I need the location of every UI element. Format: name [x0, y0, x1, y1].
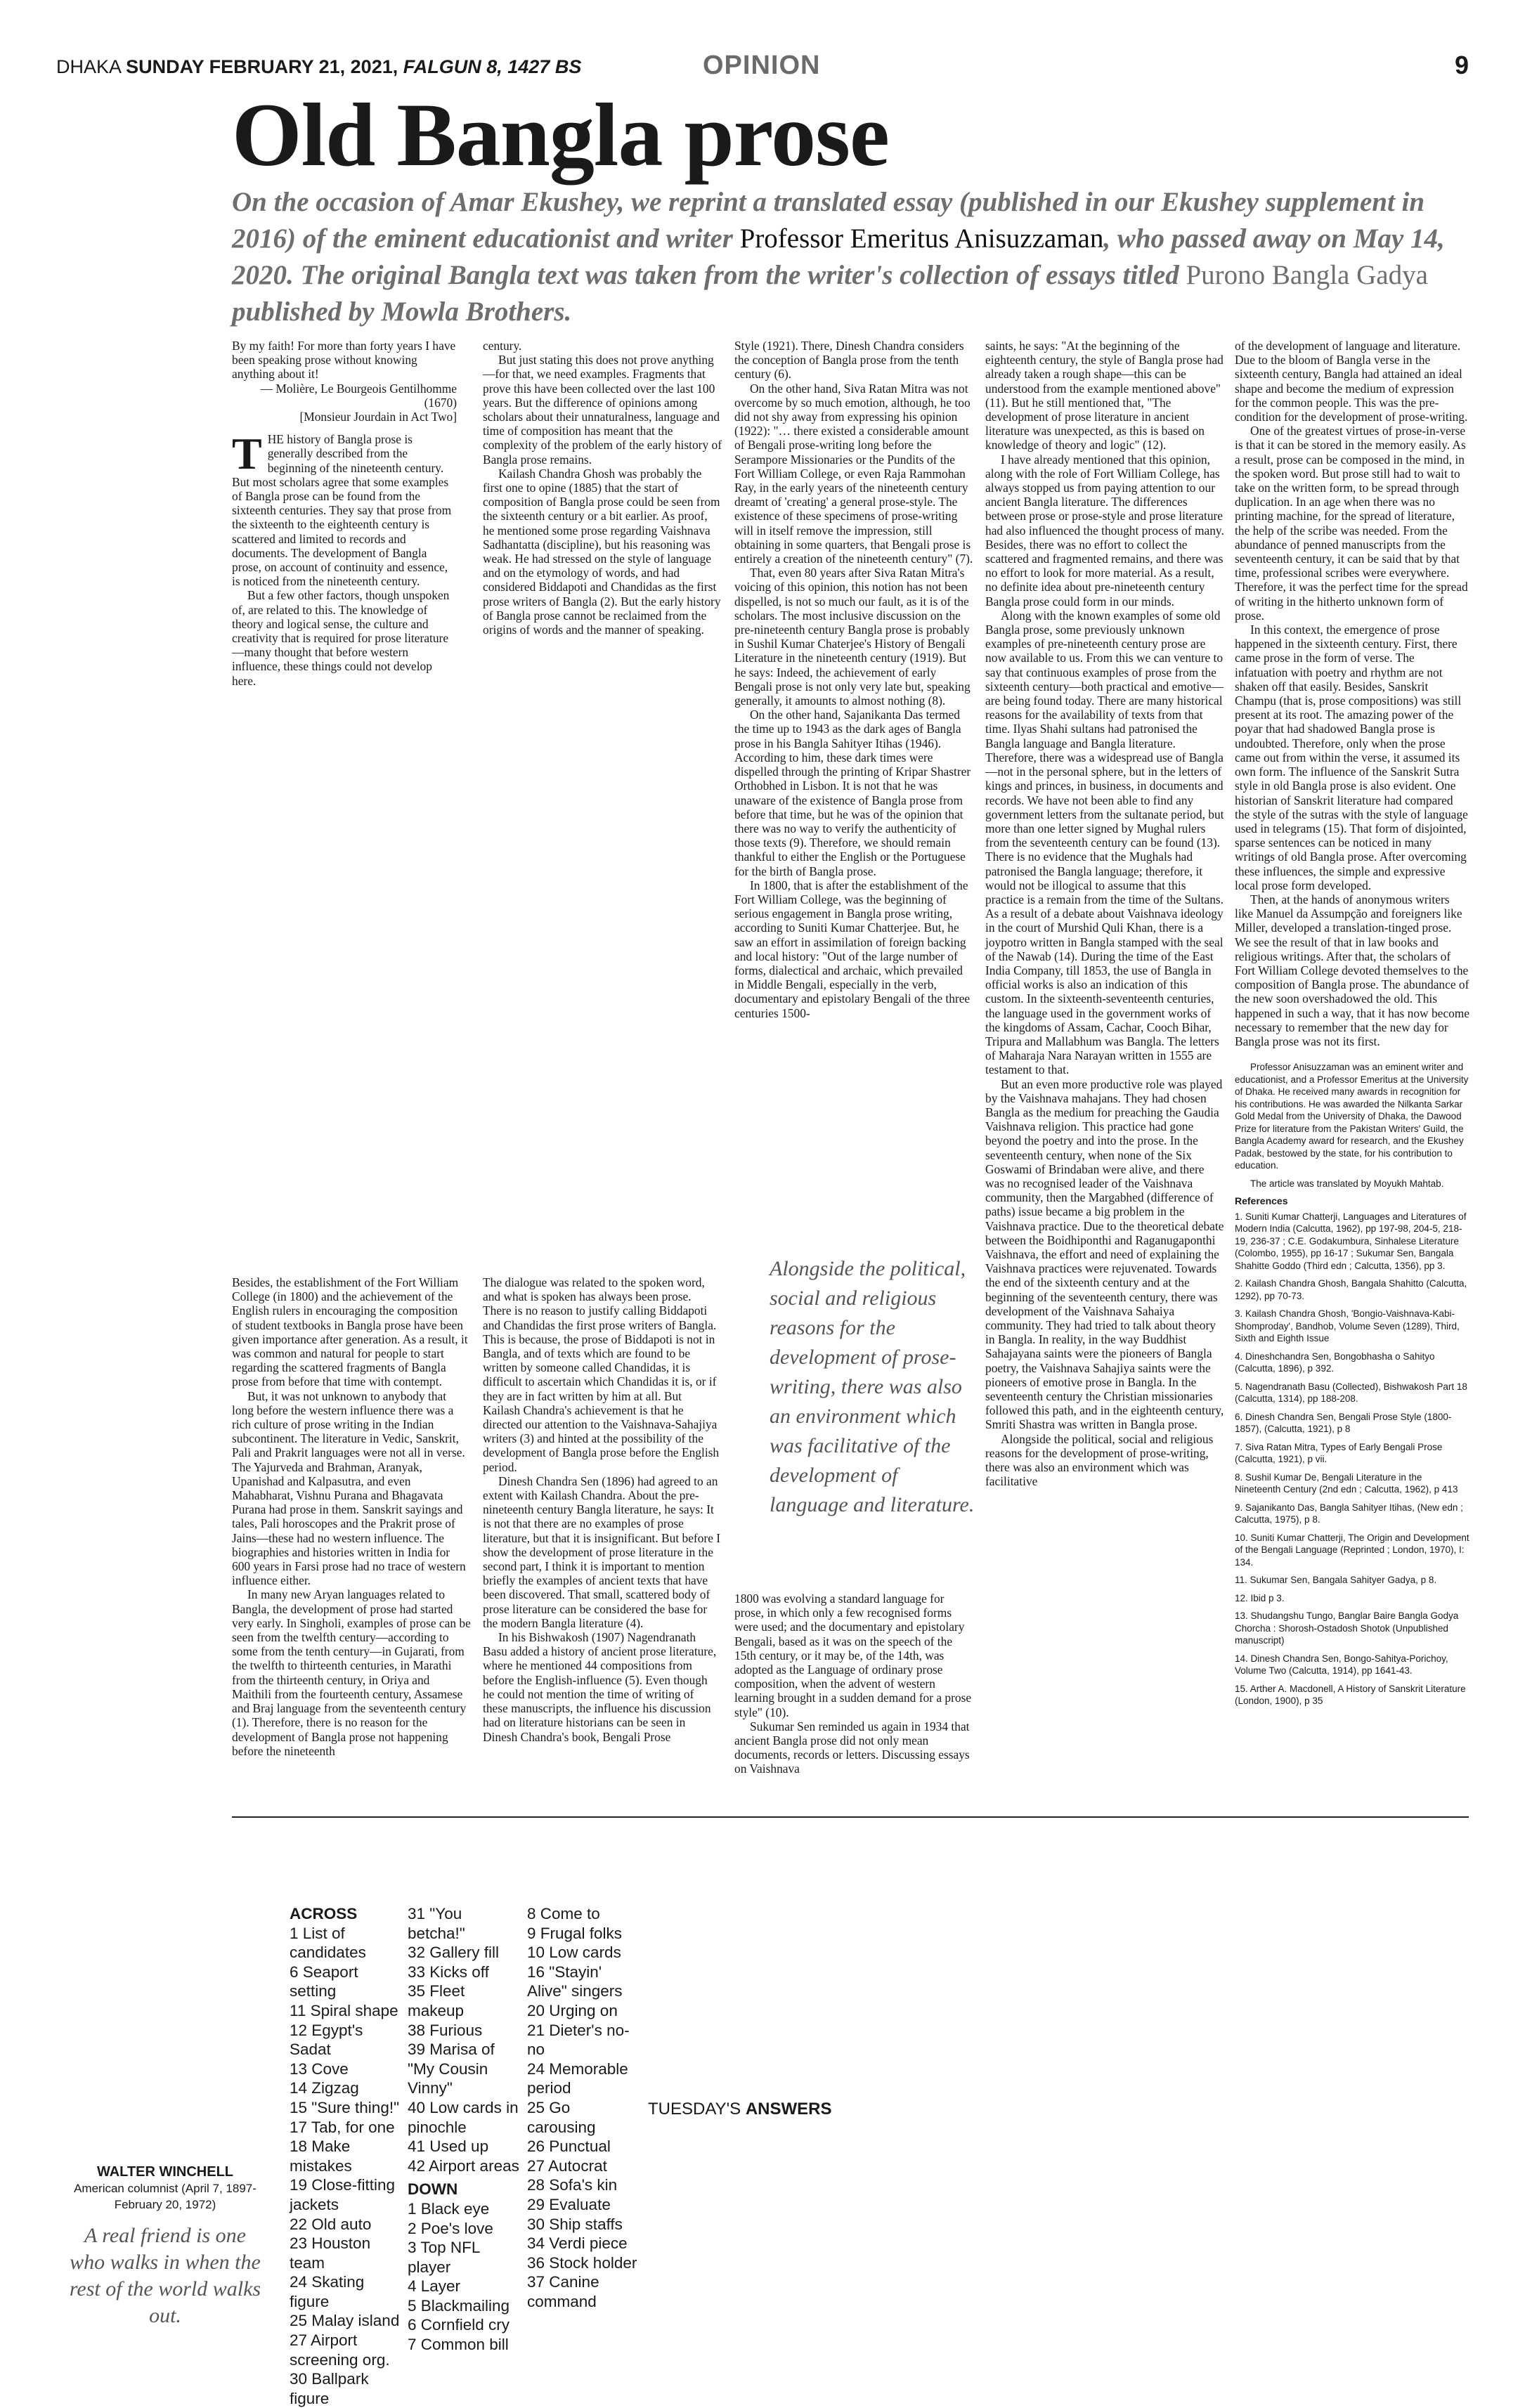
intro [232, 429, 457, 688]
crossword-clues-col2 [408, 1904, 524, 2355]
clue: 27 Autocrat [527, 2156, 607, 2175]
reference-item: 5. Nagendranath Basu (Collected), Bishwakosh Part 18 (Calcutta, 1314), pp 188-208. [1235, 1381, 1467, 1405]
clue: 29 Evaluate [527, 2195, 611, 2213]
paragraph: On the other hand, Siva Ratan Mitra was not overcome by so much emotion, although, he too did not shy away from expressing his opinion (1922): "… there existed a considerable amount of Bengali prose-writing long before the Serampore Missionaries or the Pundits of the Fort William College, or even Raja Rammohan Ray, in the early years of the nineteenth century dreamt of 'creating' a general prose-style. The existence of these specimens of prose-writing will in itself remove the impression, still obtaining in some quarters, that Bengali prose is entirely a creation of the nineteenth century" (7). [734, 381, 973, 566]
clue: 32 Gallery fill [408, 1944, 500, 1962]
city: DHAKA [56, 56, 121, 77]
column-5 [1235, 339, 1470, 1713]
reference-item: 15. Arther A. Macdonell, A History of Sanskrit Literature (London, 1900), p 35 [1235, 1683, 1466, 1707]
clue: 19 Close-fitting jackets [290, 2176, 396, 2213]
crossword-clues-col3 [527, 1904, 643, 2311]
paragraph: The dialogue was related to the spoken word, and what is spoken has always been prose. There is no reason to justify calling Biddapoti and Chandidas the first prose writers of Bangla. This is because, the prose of Biddapoti is not in Bangla, and of texts which are found to be written by someone called Chandidas, it is difficult to ascertain which Chandidas it is, or if they are in fact written by him at all. But Kailash Chandra's achievement is that he directed our attention to the Vaishnava-Sahajiya writers (3) and hinted at the possibility of the development of Bangla prose before the English period. [483, 1275, 720, 1474]
clue: 21 Dieter's no-no [527, 2021, 630, 2059]
clue: 39 Marisa of "My Cousin Vinny" [408, 2041, 495, 2097]
column-1-bottom [232, 1275, 471, 1758]
pull-quote: Alongside the political, social and religious reasons for the development of prose-writing, there was also an environment which was facilitative of the development of language and literature. [770, 1257, 975, 1516]
clue: 18 Make mistakes [290, 2137, 352, 2175]
crossword-clues-col1 [290, 1904, 405, 2408]
date: SUNDAY FEBRUARY 21, 2021, [126, 56, 398, 77]
masthead [56, 51, 1469, 86]
clue: 1 List of candidates [290, 1924, 366, 1962]
bio-text: Professor Anisuzzaman was an eminent writer and educationist, and a Professor Emeritus at the University of Dhaka. He received many awards in recognition for his contributions. He was awarded the Nilkanta Sarkar Gold Medal from the University of Dhaka, the Dawood Prize for literature from the Pakistan Writers' Guild, the Bangla Academy award for research, and the Ekushey Padak, bestowed by the state, for his contribution to education. [1235, 1062, 1469, 1171]
standfirst-book: Purono Bangla Gadya [1186, 260, 1428, 290]
paragraph: Then, at the hands of anonymous writers like Manuel da Assumpção and foreigners like Miller, developed a translation-tinged prose. We see the result of that in law books and religious writings. After that, the scholars of Fort William College devoted themselves to the composition of Bangla prose. The abundance of the new soon overshadowed the old. This happened in such a way, that it has now become necessary to remember that the new day for Bangla prose was not its first. [1235, 892, 1470, 1048]
column-4 [985, 339, 1224, 1488]
translator-credit: The article was translated by Moyukh Mahtab. [1250, 1178, 1444, 1189]
reference-item: 2. Kailash Chandra Ghosh, Bangala Shahitto (Calcutta, 1292), pp 70-73. [1235, 1278, 1467, 1301]
paragraph: But an even more productive role was played by the Vaishnava mahajans. They had chosen Bangla as the medium for preaching the Gaudia Vaishnava religion. This practice had gone beyond the poetry and into the prose. In the seventeenth century, when none of the Six Goswami of Brindaban were alive, and there was no recognised leader of the Vaishnava community, then the Margabhed (difference of paths) issue became a big problem in the Vaishnava practice. Due to the theoretical debate between the Boidhiponthi and Raganugaponthi Vaishnava, the effort and need of explaining the Vaishnava practices were rejuvenated. Towards the end of the sixteenth century and at the beginning of the seventeenth century, there was development of the Vaishnava Sahaiya community. They had tried to talk about theory in Bangla. In reality, in the way Buddhist Sahajayana saints were the pioneers of Bangla poetry, the Vaishnava Sahajiya saints were the pioneers of emotive prose in Bangla. In the seventeenth century the Christian missionaries followed this path, and in the eighteenth century, Smriti Shastra was written in Bangla prose. [985, 1076, 1224, 1432]
reference-item: 1. Suniti Kumar Chatterji, Languages and Literatures of Modern India (Calcutta, 1962), pp 197-98, 204-5, 218-19, 236-37 ; C.E. Godakumbura, Sinhalese Literature (Colombo, 1955), pp 16-17 ; Sukumar Sen, Bangala Shahitte Goddo (Third edn ; Calcutta, 1356), pp 3. [1235, 1211, 1467, 1271]
reference-item: 9. Sajanikanto Das, Bangla Sahityer Itihas, (New edn ; Calcutta, 1975), p 8. [1235, 1502, 1463, 1525]
epigraph-text: By my faith! For more than forty years I have been speaking prose without knowing anything about it! [232, 339, 456, 382]
paragraph: saints, he says: "At the beginning of the eighteenth century, the style of Bangla prose had already taken a rough shape—this can be understood from the example mentioned above" (11). But he still mentioned that, "The development of prose literature in ancient literature was unexpected, as this is based on knowledge of theory and logic" (12). [985, 339, 1224, 453]
paragraph: In 1800, that is after the establishment of the Fort William College, was the beginning of serious engagement in Bangla prose writing, according to Suniti Kumar Chatterjee. But, he saw an effort in assimilation of foreign backing and local history: "Out of the large number of forms, dialectical and archaic, which prevailed in Middle Bengali, especially in the verb, documentary and epistolary Bengali of the three centuries 1500- [734, 878, 971, 1020]
reference-item: 3. Kailash Chandra Ghosh, 'Bongio-Vaishnava-Kabi-Shomproday', Bandhob, Volume Seven (1289), Third, Sixth and Eighth Issue [1235, 1308, 1460, 1344]
clue: 5 Blackmailing [408, 2296, 510, 2315]
clue: 37 Canine command [527, 2273, 599, 2310]
standfirst-b: , who passed away on May 14, 2020. The original Bangla text was taken from the writer's collection of essays titled [232, 223, 1445, 290]
clue: 20 Urging on [527, 2001, 618, 2019]
page-number: 9 [1454, 51, 1469, 79]
clue: 16 "Stayin' Alive" singers [527, 1963, 623, 2000]
clue: 30 Ballpark figure [290, 2370, 369, 2407]
paragraph: That, even 80 years after Siva Ratan Mitra's voicing of this opinion, this notion has not been dispelled, is not so much our fault, as it is of the scholars. The most inclusive discussion on the pre-nineteenth century Bangla prose is probably in Sushil Kumar Chaterjee's History of Bengali Literature in the nineteenth century (1919). But he says: Indeed, the achievement of early Bengali prose is not only very late but, speaking generally, it amounts to almost nothing (8). [734, 566, 971, 708]
down-heading: DOWN [408, 2180, 458, 2199]
clue: 27 Airport screening org. [290, 2331, 390, 2369]
answers-label-b: ANSWERS [745, 2100, 832, 2119]
paragraph: 1800 was evolving a standard language for prose, in which only a few recognised forms were used; and the documentary and epistolary Bengali, based as it was on the speech of the 15th century, or it may be, of the 14th, was adopted as the Language of ordinary prose composition, when the advent of western learning brought in a sudden demand for a prose style" (10). [734, 1592, 972, 1719]
paragraph: But, it was not unknown to anybody that long before the western influence there was a rich culture of prose writing in the Indian subcontinent. The literature in Vedic, Sanskrit, Pali and Prakrit languages were not all in verse. The Yajurveda and Brahman, Aranyak, Upanishad and Kalpasutra, and even Mahabharat, Vishnu Purana and Bhagavata Purana had prose in them. Sanskrit sayings and tales, Pali horoscopes and the Prakrit prose of Jains—these had no western influence. The biographies and histories written in India for 600 years in Farsi prose had no trace of western influence either. [232, 1388, 466, 1588]
drop-cap: T [232, 429, 262, 479]
paragraph: But a few other factors, though unspoken of, are related to this. The knowledge of theory and logical sense, the culture and creativity that is required for prose literature—many thought that before western influence, these things could not develop here. [232, 588, 450, 688]
column-3-top [734, 339, 973, 1020]
clue: 6 Seaport setting [290, 1963, 358, 2000]
reference-item: 14. Dinesh Chandra Sen, Bongo-Sahitya-Porichoy, Volume Two (Calcutta, 1914), pp 1641-43. [1235, 1653, 1448, 1677]
clue: 23 Houston team [290, 2234, 371, 2272]
tuesdays-answers-label [648, 2100, 832, 2119]
paragraph: One of the greatest virtues of prose-in-verse is that it can be stored in the memory easily. As a result, prose can be composed in the mind, in the spoken word. But prose still had to wait to take on the written form, to be spread through duplication. In an age when there was no printing machine, for the spread of literature, the help of the scribe was needed. From the abundance of penned manuscripts from the seventeenth century, it can be said that by that time, professional scribes were everywhere. Therefore, it was the perfect time for the spread of writing in the hitherto unknown form of prose. [1235, 424, 1468, 623]
headline: Old Bangla prose [232, 85, 889, 185]
paragraph: I have already mentioned that this opinion, along with the role of Fort William College, has always stopped us from paying attention to our ancient Bangla literature. The differences between prose or prose-style and prose literature had also influenced the thought process of many. Besides, there was no effort to collect the scattered and fragmented remains, and there was no effort to look for more material. As a result, no definite idea about pre-nineteenth century Bangla prose could form in our minds. [985, 452, 1224, 608]
clue: 24 Skating figure [290, 2273, 365, 2310]
clue: 31 "You betcha!" [408, 1905, 465, 1942]
clue: 15 "Sure thing!" [290, 2098, 400, 2116]
reference-item: 10. Suniti Kumar Chatterji, The Origin and Development of the Bengali Language (Reprinted ; London, 1970), I: 134. [1235, 1532, 1469, 1568]
clue: 34 Verdi piece [527, 2234, 628, 2253]
clue: 28 Sofa's kin [527, 2176, 618, 2194]
paragraph: Along with the known examples of some old Bangla prose, some previously unknown examples of pre-nineteenth century prose are now available to us. From this we can venture to say that continuous examples of prose from the sixteenth century—both practical and emotive—are being found today. There are many historical reasons for the availability of texts from that time. Ilyas Shahi sultans had patronised the Bangla language and Bangla literature. Therefore, there was a widespread use of Bangla—not in the personal sphere, but in the letters of kings and princes, in business, in documents and records. We have not been able to find any government letters from the sultanate period, but more than one letter signed by Mughal rulers from the seventeenth century can be found (13). There is no evidence that the Mughals had patronised the Bangla language; therefore, it would not be illogical to assume that this practice is a remain from the time of the Sultans. As a result of a debate about Vaishnava ideology in the court of Murshid Quli Khan, there is a joypotro written in Bangla stamped with the seal of the Nawab (14). During the time of the East India Company, till 1853, the use of Bangla in official works is also an indication of this custom. In the sixteenth-seventeenth centuries, the language used in the government works of the kingdoms of Assam, Cachar, Cooch Bihar, Tripura and Mallabhum was Bangla. The letters of Maharaja Nara Narayan written in 1555 are testament to that. [985, 608, 1224, 1077]
paragraph: Sukumar Sen reminded us again in 1934 that ancient Bangla prose did not only mean documents, records or letters. Discussing essays on Vaishnava [734, 1719, 970, 1776]
across-heading: ACROSS [290, 1905, 358, 1922]
clue: 9 Frugal folks [527, 1924, 623, 1942]
epigraph [232, 339, 457, 424]
clue: 42 Airport areas [408, 2156, 519, 2175]
paragraph: century. [483, 339, 522, 353]
reference-item: 7. Siva Ratan Mitra, Types of Early Bengali Prose (Calcutta, 1921), p vii. [1235, 1441, 1443, 1465]
clue: 22 Old auto [290, 2215, 372, 2233]
clue: 1 Black eye [408, 2199, 490, 2218]
epigraph-attribution: — Molière, Le Bourgeois Gentilhomme (1670) [260, 381, 457, 410]
quote-text: A real friend is one who walks in when the rest of the world walks out. [69, 2224, 261, 2327]
paragraph: Alongside the political, social and religious reasons for the development of prose-writing, there was also an environment which was facilitative [985, 1431, 1214, 1489]
clue: 25 Malay island [290, 2312, 400, 2330]
answers-label-a: TUESDAY'S [648, 2100, 741, 2119]
clue: 7 Common bill [408, 2336, 509, 2354]
clue: 40 Low cards in pinochle [408, 2098, 519, 2136]
standfirst-c: published by Mowla Brothers. [232, 297, 572, 327]
paragraph: HE history of Bangla prose is generally described from the beginning of the nineteenth century. But most scholars agree that some examples of Bangla prose can be found from the sixteenth centuries. They say that prose from the sixteenth to the eighteenth century is scattered and limited to records and documents. The development of Bangla prose, on account of continuity and essence, is noticed from the nineteenth century. [232, 432, 452, 589]
clue: 2 Poe's love [408, 2219, 493, 2237]
quote-author-desc: American columnist (April 7, 1897-February 20, 1972) [74, 2182, 257, 2211]
section-label: OPINION [703, 51, 821, 80]
references-list [1235, 1211, 1470, 1707]
column-3-bottom [734, 1592, 973, 1776]
quote-author: WALTER WINCHELL [96, 2164, 234, 2180]
reference-item: 11. Sukumar Sen, Bangala Sahityer Gadya, p 8. [1235, 1575, 1437, 1586]
clue: 11 Spiral shape [290, 2001, 398, 2019]
clue: 4 Layer [408, 2277, 461, 2296]
clue: 24 Memorable period [527, 2059, 628, 2097]
clue: 36 Stock holder [527, 2253, 637, 2272]
section-divider [232, 1816, 1469, 1818]
reference-item: 4. Dineshchandra Sen, Bongobhasha o Sahityo (Calcutta, 1896), p 392. [1235, 1351, 1435, 1374]
clue: 41 Used up [408, 2137, 489, 2156]
standfirst-a: On the occasion of Amar Ekushey, we reprint a translated essay (published in our Ekushey supplement in 2016) of the eminent educationist and writer [232, 187, 1425, 254]
reference-item: 6. Dinesh Chandra Sen, Bengali Prose Style (1800-1857), (Calcutta, 1921), p 8 [1235, 1411, 1452, 1435]
clue: 33 Kicks off [408, 1963, 489, 1981]
paragraph: Kailash Chandra Ghosh was probably the first one to opine (1885) that the start of composition of Bangla prose could be seen from the sixteenth century or a bit earlier. As proof, he mentioned some prose regarding Vaishnava Sadhantatta (discipline), but his reasoning was weak. He had stressed on the style of language and on the etymology of words, and had considered Biddapoti and Chandidas as the first prose writers of Bangla (2). But the early history of Bangla prose cannot be reclaimed from the origins of words and the manner of speaking. [483, 466, 721, 637]
clue: 12 Egypt's Sadat [290, 2021, 363, 2059]
paragraph: Dinesh Chandra Sen (1896) had agreed to an extent with Kailash Chandra. About the pre-nineteenth century Bangla literature, he says: It is not that there are no examples of prose literature, but that it is insignificant. But before I show the development of prose literature in the second part, I think it is important to mention briefly the examples of ancient texts that have been discovered. That small, scattered body of prose literature can be considered the base for the modern Bangla literature (4). [483, 1473, 721, 1630]
clue: 3 Top NFL player [408, 2239, 480, 2276]
dateline [56, 56, 581, 78]
clue: 25 Go carousing [527, 2098, 596, 2136]
clue: 26 Punctual [527, 2137, 611, 2156]
clue: 35 Fleet makeup [408, 1982, 465, 2019]
clue: 38 Furious [408, 2021, 483, 2039]
paragraph: of the development of language and literature. Due to the bloom of Bangla verse in the sixteenth century, Bangla had attained an ideal shape and become the medium of expression for the common people. This was the pre-condition for the development of prose-writing. [1235, 339, 1468, 424]
paragraph: On the other hand, Sajanikanta Das termed the time up to 1943 as the dark ages of Bangla prose in his Bangla Sahityer Itihas (1946). According to him, these dark times were dispelled through the printing of Kripar Shastrer Orthobhed in Lisbon. It is not that he was unaware of the existence of Bangla prose from before that time, but he was of the opinion that there was no way to verify the authenticity of those texts (9). Therefore, we should remain thankful to either the English or the Portuguese for the birth of Bangla prose. [734, 708, 971, 878]
paragraph: But just stating this does not prove anything—for that, we need examples. Fragments that prove this have been collected over the last 100 years. But the difference of opinions among scholars about their unnaturalness, language and time of composition has meant that the complexity of the problem of the early history of Bangla prose remains. [483, 353, 722, 467]
standfirst [232, 184, 1462, 330]
column-1-top [232, 339, 457, 688]
reference-item: 8. Sushil Kumar De, Bengali Literature in the Nineteenth Century (2nd edn ; Calcutta, 1962), p 413 [1235, 1471, 1458, 1495]
clue: 17 Tab, for one [290, 2118, 395, 2136]
clue: 8 Come to [527, 1905, 600, 1922]
paragraph: Style (1921). There, Dinesh Chandra considers the conception of Bangla prose from the tenth century (6). [734, 339, 964, 382]
quote-box [67, 2164, 264, 2329]
reference-item: 12. Ibid p 3. [1235, 1592, 1285, 1603]
paragraph: In this context, the emergence of prose happened in the sixteenth century. First, there came prose in the form of verse. The infatuation with poetry and rhythm are not shaken off that easily. Besides, Sanskrit Champu (that is, prose compositions) was still present at its root. The amazing power of the poyar that had shadowed Bangla prose is undoubted. Therefore, only when the prose came out from within the verse, it assumed its own form. The influence of the Sanskrit Sutra style in old Bangla prose is also evident. One historian of Sanskrit literature had compared the style of the sutras with the style of language used in telegrams (15). That form of disjointed, sparse sentences can be noticed in many writings of old Bangla prose. After overcoming these influences, the simple and expressive local prose form developed. [1235, 623, 1468, 892]
paragraph: In his Bishwakosh (1907) Nagendranath Basu added a history of ancient prose literature, where he mentioned 44 compositions from before the English-influence (5). Even though he could not mention the time of writing of these manuscripts, the influence his discussion had on literature historians can be seen in Dinesh Chandra's book, Bengali Prose [483, 1630, 717, 1744]
column-2-top [483, 339, 722, 637]
references-heading: References [1235, 1195, 1288, 1207]
clue: 13 Cove [290, 2059, 349, 2078]
clue: 30 Ship staffs [527, 2215, 623, 2233]
reference-item: 13. Shudangshu Tungo, Banglar Baire Bangla Godya Chorcha : Shorosh-Ostadosh Shotok (Unpublished manuscript) [1235, 1610, 1459, 1646]
standfirst-name: Professor Emeritus Anisuzzaman [739, 223, 1104, 254]
paragraph: Besides, the establishment of the Fort William College (in 1800) and the achievement of the English rulers in encouraging the composition of student textbooks in Bangla prose have been given importance after generation. As a result, it was common and natural for people to start regarding the scattered fragments of Bangla prose from before that time with contempt. [232, 1275, 468, 1389]
clue: 10 Low cards [527, 1944, 621, 1962]
clue: 6 Cornfield cry [408, 2316, 510, 2334]
bangla-date: FALGUN 8, 1427 BS [403, 56, 582, 77]
column-2-bottom [483, 1275, 722, 1744]
author-bio [1235, 1061, 1470, 1707]
paragraph: In many new Aryan languages related to Bangla, the development of prose had started very early. In Singholi, examples of prose can be seen from the twelfth century—according to some from the tenth century—in Gujarati, from the twelfth to thirteenth centuries, in Marathi from the thirteenth century, in Oriya and Maithili from the fourteenth century, Assamese and Braj language from the seventeenth century (1). Therefore, there is no reason for the development of Bangla prose not happening before the nineteenth [232, 1587, 471, 1758]
clue: 14 Zigzag [290, 2079, 359, 2097]
epigraph-note: [Monsieur Jourdain in Act Two] [299, 410, 457, 424]
